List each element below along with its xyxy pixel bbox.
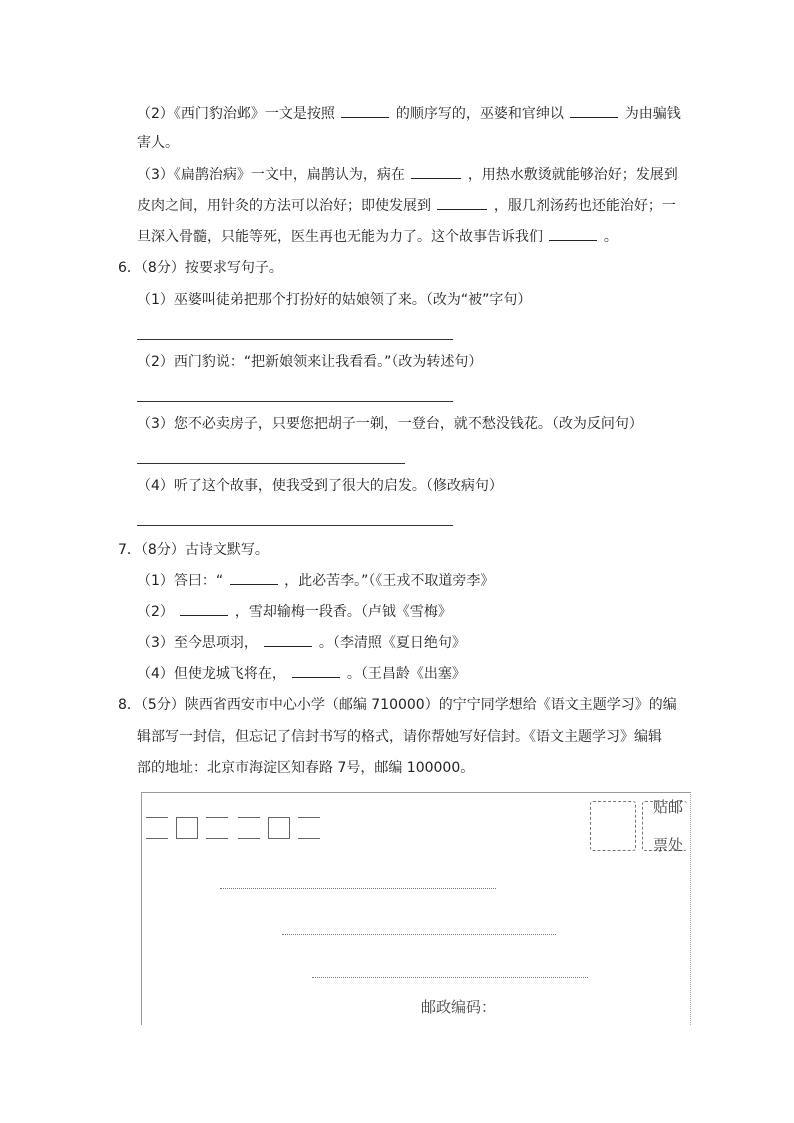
q5-item3-text-b: ，用热水敷烫就能够治好；发展到 bbox=[467, 167, 678, 183]
q5-item2-text-a: （2）《西门豹治邺》一文是按照 bbox=[137, 106, 335, 122]
q7-title: 7．（8分）古诗文默写。 bbox=[118, 542, 269, 558]
q7-item3-text-a: （3）至今思项羽， bbox=[137, 635, 258, 651]
q5-item3-text-c: 皮肉之间，用针灸的方法可以治好；即使发展到 bbox=[137, 198, 431, 214]
zip-digit-box[interactable] bbox=[268, 817, 290, 839]
q7-item1-text-b: ，此必苦李。”（《王戎不取道旁李》 bbox=[284, 573, 495, 589]
q6-item-1: （1）巫婆叫徒弟把那个打扮好的姑娘领了来。（改为“被”字句） bbox=[137, 292, 532, 308]
q8-line-2: 辑部写一封信，但忘记了信封书写的格式，请你帮她写好信封。《语文主题学习》编辑 bbox=[137, 729, 662, 745]
q7-item3-text-b: 。（李清照《夏日绝句》 bbox=[318, 635, 466, 651]
q5-item2-line1 bbox=[137, 103, 681, 124]
q6-title: 6．（8分）按要求写句子。 bbox=[118, 260, 283, 276]
q6-item-2: （2）西门豹说：“把新娘领来让我看看。”（改为转述句） bbox=[137, 354, 483, 370]
q7-item-1 bbox=[137, 570, 494, 591]
q7-item2-text-a: （2） bbox=[137, 604, 174, 620]
q5-item2-text-b: 的顺序写的，巫婆和官绅以 bbox=[395, 106, 564, 122]
q5-item3-text-a: （3）《扁鹊治病》一文中，扁鹊认为，病在 bbox=[137, 167, 405, 183]
q5-item3-line3 bbox=[137, 226, 618, 247]
q5-item3-line1 bbox=[137, 164, 678, 185]
zip-digit-box[interactable] bbox=[206, 817, 228, 839]
q5-item2-text-c: 为由骗钱 bbox=[624, 106, 681, 122]
fill-blank[interactable] bbox=[411, 164, 461, 179]
address-line[interactable] bbox=[282, 934, 556, 935]
address-line[interactable] bbox=[312, 977, 588, 978]
fill-blank[interactable] bbox=[437, 195, 487, 210]
address-line[interactable] bbox=[220, 888, 496, 889]
stamp-label-1: 贴邮 bbox=[652, 798, 683, 816]
q8-line-3: 部的地址：北京市海淀区知春路 7号，邮编 100000。 bbox=[137, 760, 475, 776]
fill-blank[interactable] bbox=[341, 103, 389, 118]
q7-item1-text-a: （1）答曰：“ bbox=[137, 573, 224, 589]
zip-digit-box[interactable] bbox=[298, 817, 320, 839]
envelope bbox=[141, 792, 691, 1025]
q7-item4-text-b: 。（王昌龄《出塞》 bbox=[346, 666, 466, 682]
stamp-box[interactable] bbox=[590, 801, 636, 851]
q6-item-3: （3）您不必卖房子，只要您把胡子一剃，一登台，就不愁没钱花。（改为反问句） bbox=[137, 416, 643, 432]
fill-blank[interactable] bbox=[180, 601, 228, 616]
q8-line-1: 8．（5分）陕西省西安市中心小学（邮编 710000）的宁宁同学想给《语文主题学习》的编 bbox=[118, 697, 677, 713]
answer-line[interactable] bbox=[137, 401, 453, 402]
fill-blank[interactable] bbox=[292, 663, 340, 678]
answer-line[interactable] bbox=[137, 463, 405, 464]
fill-blank[interactable] bbox=[549, 226, 597, 241]
fill-blank[interactable] bbox=[230, 570, 278, 585]
answer-line[interactable] bbox=[137, 525, 453, 526]
zip-digit-box[interactable] bbox=[238, 817, 260, 839]
zip-digit-box[interactable] bbox=[146, 817, 168, 839]
q7-item-3 bbox=[137, 632, 466, 653]
stamp-label-2: 票处 bbox=[652, 836, 683, 854]
answer-line[interactable] bbox=[137, 339, 453, 340]
q5-item3-line2 bbox=[137, 195, 676, 216]
q7-item-2 bbox=[137, 601, 452, 622]
fill-blank[interactable] bbox=[264, 632, 312, 647]
q7-item-4 bbox=[137, 663, 466, 684]
zip-code-label: 邮政编码： bbox=[421, 998, 497, 1016]
fill-blank[interactable] bbox=[570, 103, 618, 118]
zip-digit-box[interactable] bbox=[176, 817, 198, 839]
q6-item-4: （4）听了这个故事，使我受到了很大的启发。（修改病句） bbox=[137, 478, 503, 494]
q5-item3-text-f: 。 bbox=[603, 229, 618, 245]
q7-item4-text-a: （4）但使龙城飞将在， bbox=[137, 666, 286, 682]
q5-item3-text-e: 旦深入骨髓，只能等死，医生再也无能为力了。这个故事告诉我们 bbox=[137, 229, 543, 245]
q5-item3-text-d: ，服几剂汤药也还能治好；一 bbox=[493, 198, 676, 214]
q7-item2-text-b: ，雪却输梅一段香。（卢钺《雪梅》 bbox=[234, 604, 452, 620]
q5-item2-line2: 害人。 bbox=[137, 135, 179, 151]
